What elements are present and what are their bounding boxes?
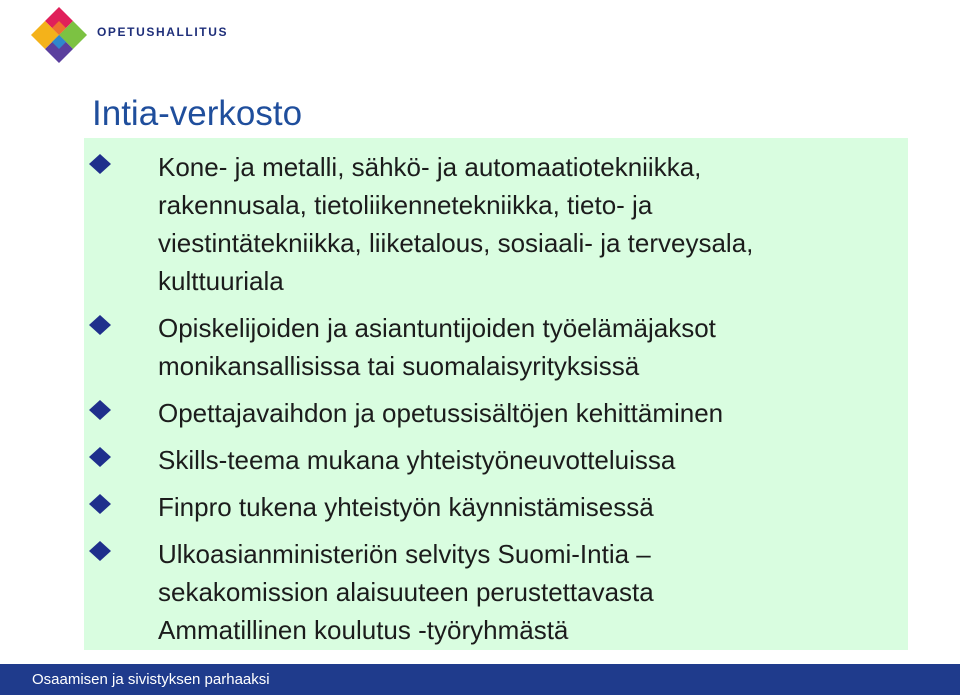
diamond-bullet-icon bbox=[88, 314, 112, 336]
bullet-item bbox=[88, 309, 903, 385]
bullet-line: Ulkoasianministeriön selvitys Suomi-Intia – bbox=[158, 539, 651, 569]
bullet-item bbox=[88, 394, 903, 432]
footer-bar bbox=[0, 664, 960, 695]
bullet-item bbox=[88, 148, 903, 300]
slide-title: Intia-verkosto bbox=[92, 94, 303, 133]
bullet-line: Finpro tukena yhteistyön käynnistämisessä bbox=[158, 492, 654, 522]
bullet-line: monikansallisissa tai suomalaisyrityksissä bbox=[158, 351, 640, 381]
bullet-item bbox=[88, 488, 903, 526]
bullet-line: viestintätekniikka, liiketalous, sosiaali- ja terveysala, bbox=[158, 228, 754, 258]
bullet-item bbox=[88, 535, 903, 649]
bullet-line: Skills-teema mukana yhteistyöneuvotteluissa bbox=[158, 445, 676, 475]
bullet-item bbox=[88, 441, 903, 479]
diamond-bullet-icon bbox=[88, 446, 112, 468]
bullet-line: sekakomission alaisuuteen perustettavasta bbox=[158, 577, 654, 607]
bullet-line: Opiskelijoiden ja asiantuntijoiden työelämäjaksot bbox=[158, 313, 716, 343]
logo-text: OPETUSHALLITUS bbox=[97, 25, 229, 39]
bullet-list bbox=[88, 148, 903, 658]
bullet-line: Ammatillinen koulutus -työryhmästä bbox=[158, 615, 569, 645]
diamond-logo-icon bbox=[30, 6, 88, 64]
diamond-bullet-icon bbox=[88, 399, 112, 421]
footer-text: Osaamisen ja sivistyksen parhaaksi bbox=[32, 671, 270, 688]
diamond-bullet-icon bbox=[88, 540, 112, 562]
bullet-line: Kone- ja metalli, sähkö- ja automaatiotekniikka, bbox=[158, 152, 702, 182]
bullet-line: rakennusala, tietoliikennetekniikka, tieto- ja bbox=[158, 190, 653, 220]
diamond-bullet-icon bbox=[88, 153, 112, 175]
diamond-bullet-icon bbox=[88, 493, 112, 515]
bullet-line: Opettajavaihdon ja opetussisältöjen kehittäminen bbox=[158, 398, 724, 428]
bullet-line: kulttuuriala bbox=[158, 266, 284, 296]
